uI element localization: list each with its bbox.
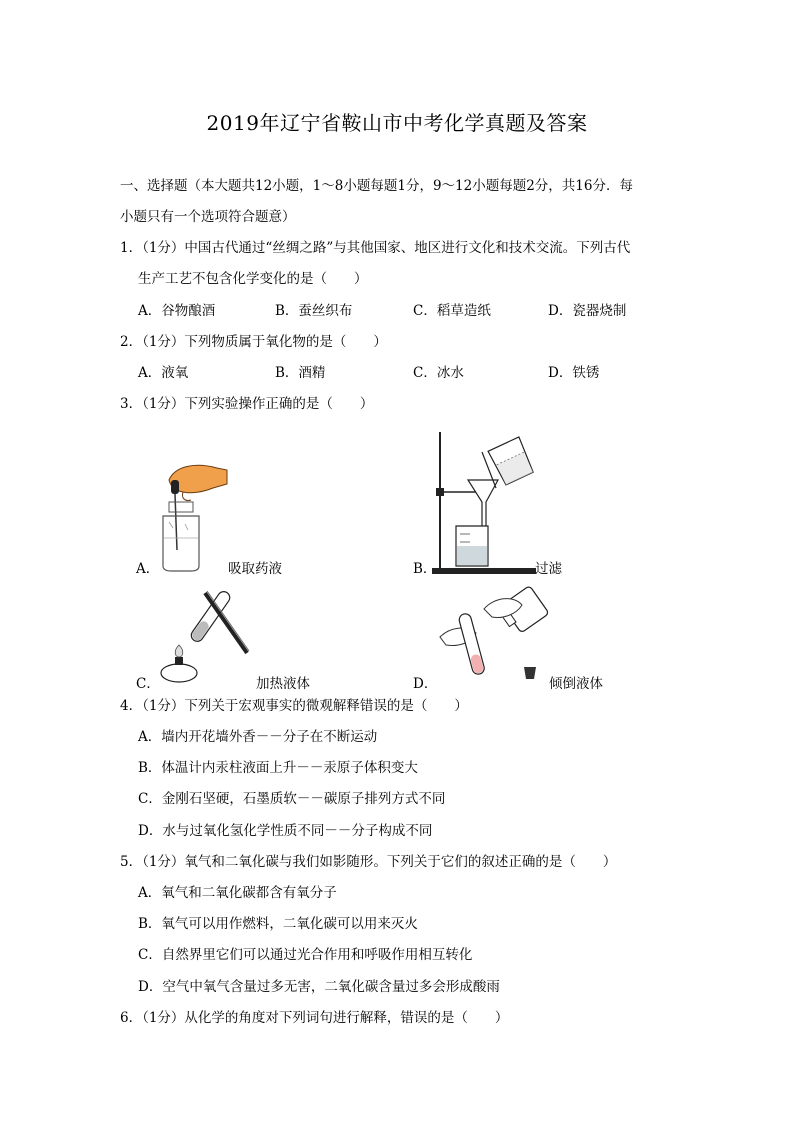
q3-option-d-label: 倾倒液体	[549, 676, 603, 692]
figure-heating-illustration	[155, 585, 255, 685]
figure-dropper-illustration	[155, 458, 235, 573]
q3-stem: 3．（1分）下列实验操作正确的是（ ）	[120, 396, 374, 412]
q3-option-c-label: 加热液体	[256, 676, 310, 692]
q1-option-a: A．谷物酿酒	[138, 303, 216, 319]
q5-option-b: B．氧气可以用作燃料，二氧化碳可以用来灭火	[138, 916, 418, 932]
q1-option-b: B．蚕丝织布	[275, 303, 353, 319]
q3-option-c-letter: C．	[136, 676, 160, 692]
q4-option-c: C．金刚石坚硬，石墨质软－－碳原子排列方式不同	[138, 791, 446, 807]
q4-stem: 4．（1分）下列关于宏观事实的微观解释错误的是（ ）	[120, 698, 468, 714]
q3-option-a-label: 吸取药液	[228, 561, 282, 577]
section-heading-line1: 一、选择题（本大题共12小题，1～8小题每题1分，9～12小题每题2分，共16分．每	[120, 178, 633, 194]
q5-option-d: D．空气中氧气含量过多无害，二氧化碳含量过多会形成酸雨	[138, 979, 500, 995]
q4-option-d: D．水与过氧化氢化学性质不同－－分子构成不同	[138, 823, 433, 839]
q3-option-b-label: 过滤	[535, 561, 562, 577]
figure-pouring-illustration	[432, 585, 552, 685]
q1-stem-line1: 1．（1分）中国古代通过“丝绸之路”与其他国家、地区进行文化和技术交流。下列古代	[120, 240, 631, 256]
q2-option-b: B．酒精	[275, 365, 326, 381]
q2-option-c: C．冰水	[413, 365, 464, 381]
q1-option-d: D．瓷器烧制	[548, 303, 627, 319]
q3-option-b-letter: B．	[413, 561, 437, 577]
section-heading-line2: 小题只有一个选项符合题意）	[120, 209, 296, 225]
page-title: 2019年辽宁省鞍山市中考化学真题及答案	[206, 111, 588, 135]
q4-option-b: B．体温计内汞柱液面上升－－汞原子体积变大	[138, 760, 418, 776]
q2-stem: 2．（1分）下列物质属于氧化物的是（ ）	[120, 334, 387, 350]
q5-option-a: A．氧气和二氧化碳都含有氧分子	[138, 885, 337, 901]
q5-option-c: C．自然界里它们可以通过光合作用和呼吸作用相互转化	[138, 947, 473, 963]
q1-option-c: C．稻草造纸	[413, 303, 491, 319]
figure-filtration-illustration	[430, 430, 540, 578]
q6-stem: 6．（1分）从化学的角度对下列词句进行解释，错误的是（ ）	[120, 1010, 509, 1026]
q2-option-a: A．液氧	[138, 365, 189, 381]
q2-option-d: D．铁锈	[548, 365, 600, 381]
q3-option-d-letter: D．	[413, 676, 438, 692]
q4-option-a: A．墙内开花墙外香－－分子在不断运动	[138, 729, 378, 745]
q1-stem-line2: 生产工艺不包含化学变化的是（ ）	[138, 271, 368, 287]
q5-stem: 5．（1分）氧气和二氧化碳与我们如影随形。下列关于它们的叙述正确的是（ ）	[120, 854, 617, 870]
q3-option-a-letter: A．	[136, 561, 160, 577]
